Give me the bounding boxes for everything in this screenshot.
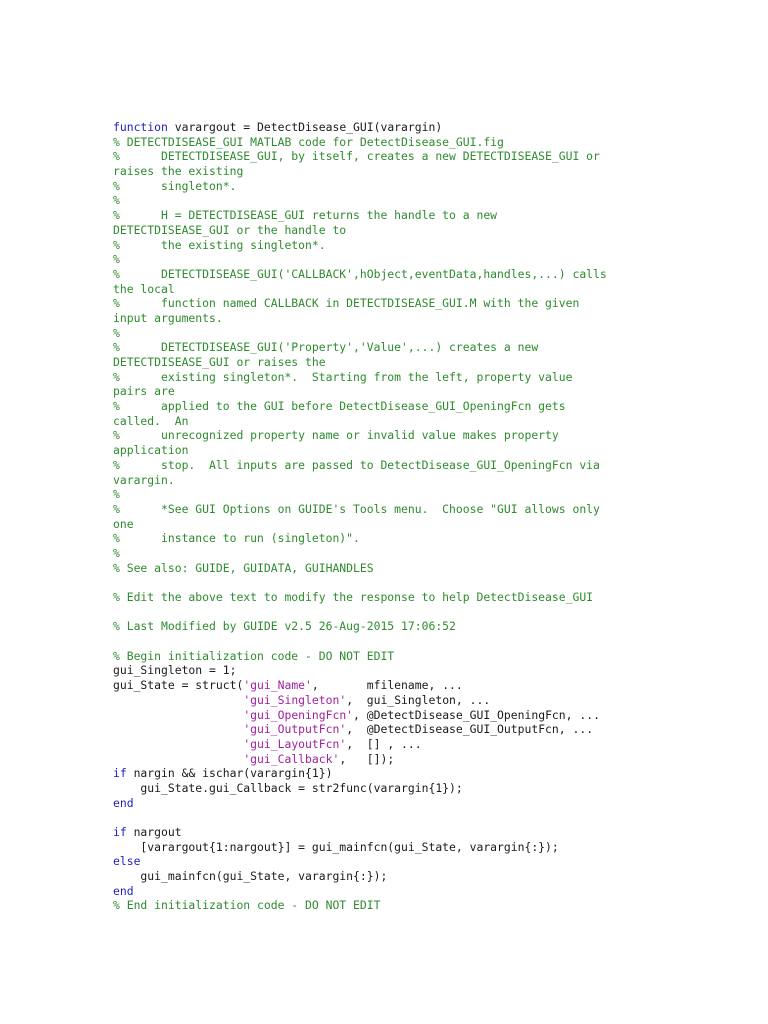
code-token <box>113 708 243 722</box>
code-token: , gui_Singleton, ... <box>346 692 491 707</box>
string-token: 'gui_LayoutFcn' <box>243 736 347 751</box>
code-line <box>113 869 673 884</box>
code-line <box>113 120 673 135</box>
code-line <box>113 428 673 443</box>
code-line <box>113 722 673 737</box>
code-line <box>113 546 673 561</box>
code-line <box>113 561 673 576</box>
code-line <box>113 810 673 825</box>
comment-token: called. An <box>113 413 189 428</box>
code-token: nargin && ischar(varargin{1}) <box>126 766 333 781</box>
keyword-token: else <box>113 854 141 869</box>
code-line <box>113 473 673 488</box>
code-line <box>113 663 673 678</box>
comment-token: % Begin initialization code - DO NOT EDIT <box>113 648 395 663</box>
code-token <box>113 722 243 736</box>
code-line <box>113 370 673 385</box>
code-line <box>113 443 673 458</box>
code-token: gui_State.gui_Callback = str2func(varargin{1}); <box>113 780 463 795</box>
code-line <box>113 884 673 899</box>
code-line <box>113 238 673 253</box>
code-line <box>113 179 673 194</box>
code-line <box>113 384 673 399</box>
code-token: , [] , ... <box>346 736 422 751</box>
keyword-token: if <box>113 766 127 781</box>
code-token: , mfilename, ... <box>311 678 463 693</box>
code-token: , @DetectDisease_GUI_OutputFcn, ... <box>346 722 594 737</box>
code-line <box>113 502 673 517</box>
comment-token: % the existing singleton*. <box>113 237 326 252</box>
code-listing <box>113 120 673 913</box>
keyword-token: end <box>113 795 134 810</box>
string-token: 'gui_OpeningFcn' <box>243 707 354 722</box>
comment-token: % H = DETECTDISEASE_GUI returns the handle to a new <box>113 208 498 223</box>
comment-token: % unrecognized property name or invalid value makes property <box>113 428 559 443</box>
code-line <box>113 487 673 502</box>
comment-token: % existing singleton*. Starting from the left, property value <box>113 369 573 384</box>
comment-token: one <box>113 516 134 531</box>
code-line <box>113 708 673 723</box>
code-token: nargout <box>126 825 182 839</box>
comment-token: % <box>113 325 120 340</box>
code-line <box>113 267 673 282</box>
comment-token: % singleton*. <box>113 178 237 193</box>
code-token <box>113 737 243 751</box>
code-token: gui_State = struct( <box>113 678 244 693</box>
code-line <box>113 135 673 150</box>
code-line <box>113 898 673 913</box>
comment-token: % instance to run (singleton)". <box>113 531 360 546</box>
comment-token: % function named CALLBACK in DETECTDISEASE_GUI.M with the given <box>113 296 580 311</box>
code-line <box>113 605 673 620</box>
string-token: 'gui_Callback' <box>243 751 340 766</box>
string-token: 'gui_OutputFcn' <box>243 722 347 737</box>
code-token <box>113 693 243 707</box>
code-line <box>113 854 673 869</box>
code-line <box>113 766 673 781</box>
comment-token: % DETECTDISEASE_GUI, by itself, creates a new DETECTDISEASE_GUI or <box>113 149 600 164</box>
comment-token: % DETECTDISEASE_GUI('Property','Value',...) creates a new <box>113 340 539 355</box>
code-line <box>113 781 673 796</box>
code-token <box>113 752 243 766</box>
code-line <box>113 825 673 840</box>
code-line <box>113 164 673 179</box>
comment-token: % DETECTDISEASE_GUI('CALLBACK',hObject,eventData,handles,...) calls <box>113 266 607 281</box>
comment-token: DETECTDISEASE_GUI or raises the <box>113 355 326 369</box>
code-line <box>113 517 673 532</box>
comment-token: % Edit the above text to modify the response to help DetectDisease_GUI <box>113 590 594 604</box>
code-line <box>113 752 673 767</box>
code-line <box>113 223 673 238</box>
code-line <box>113 678 673 693</box>
comment-token: % <box>113 193 120 208</box>
keyword-token: if <box>113 825 127 839</box>
code-token: , []); <box>339 751 395 766</box>
code-line <box>113 326 673 341</box>
comment-token: % applied to the GUI before DetectDisease_GUI_OpeningFcn gets <box>113 399 566 414</box>
code-line <box>113 193 673 208</box>
comment-token: % DETECTDISEASE_GUI MATLAB code for DetectDisease_GUI.fig <box>113 134 504 149</box>
code-line <box>113 796 673 811</box>
code-line <box>113 840 673 855</box>
code-token: varargout = DetectDisease_GUI(varargin) <box>167 120 443 134</box>
code-line <box>113 619 673 634</box>
code-token: [varargout{1:nargout}] = gui_mainfcn(gui_State, varargin{:}); <box>113 839 559 854</box>
code-line <box>113 399 673 414</box>
code-line <box>113 634 673 649</box>
code-line <box>113 458 673 473</box>
code-line <box>113 252 673 267</box>
comment-token: % Last Modified by GUIDE v2.5 26-Aug-2015 17:06:52 <box>113 619 456 634</box>
code-token: , @DetectDisease_GUI_OpeningFcn, ... <box>353 707 600 722</box>
comment-token: % stop. All inputs are passed to DetectDisease_GUI_OpeningFcn via <box>113 457 600 472</box>
code-line <box>113 149 673 164</box>
code-line <box>113 649 673 664</box>
code-line <box>113 282 673 297</box>
comment-token: application <box>113 443 189 458</box>
keyword-token: end <box>113 883 134 898</box>
code-line <box>113 208 673 223</box>
comment-token: DETECTDISEASE_GUI or the handle to <box>113 222 347 237</box>
keyword-token: function <box>113 120 168 134</box>
code-line <box>113 531 673 546</box>
comment-token: the local <box>113 281 175 296</box>
code-line <box>113 355 673 370</box>
code-line <box>113 340 673 355</box>
code-line <box>113 737 673 752</box>
comment-token: % <box>113 487 120 502</box>
comment-token: input arguments. <box>113 310 223 325</box>
code-token: gui_mainfcn(gui_State, varargin{:}); <box>113 869 388 884</box>
string-token: 'gui_Name' <box>243 678 312 693</box>
code-token: gui_Singleton = 1; <box>113 663 237 678</box>
comment-token: % <box>113 545 120 560</box>
comment-token: % End initialization code - DO NOT EDIT <box>113 898 381 913</box>
code-line <box>113 590 673 605</box>
code-line <box>113 414 673 429</box>
code-line <box>113 575 673 590</box>
comment-token: varargin. <box>113 472 175 487</box>
comment-token: % *See GUI Options on GUIDE's Tools menu. Choose "GUI allows only <box>113 501 600 516</box>
comment-token: % See also: GUIDE, GUIDATA, GUIHANDLES <box>113 560 374 575</box>
comment-token: % <box>113 252 120 267</box>
code-line <box>113 693 673 708</box>
code-line <box>113 296 673 311</box>
code-line <box>113 311 673 326</box>
comment-token: pairs are <box>113 384 175 399</box>
comment-token: raises the existing <box>113 164 244 179</box>
string-token: 'gui_Singleton' <box>243 692 347 707</box>
